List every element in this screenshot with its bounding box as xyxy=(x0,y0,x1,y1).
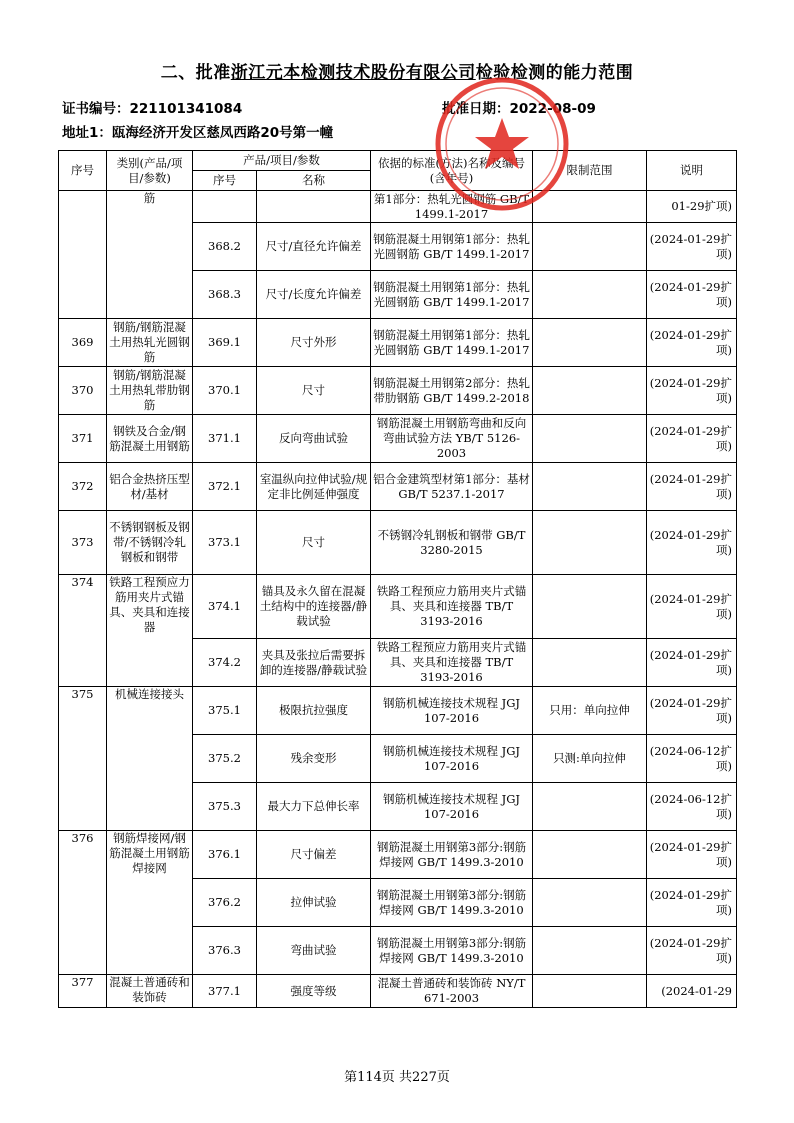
table-row xyxy=(59,463,737,511)
note-cell: (2024-01-29扩项) xyxy=(647,927,737,975)
note-cell: (2024-01-29扩项) xyxy=(647,367,737,415)
table-row xyxy=(59,191,737,223)
item-name-cell: 反向弯曲试验 xyxy=(257,415,371,463)
standard-cell: 钢筋混凝土用钢第1部分：热轧光圆钢筋 GB/T 1499.1-2017 xyxy=(371,271,533,319)
approval-date: 批准日期：2022-08-09 xyxy=(442,101,596,117)
standard-cell: 钢筋混凝土用钢第2部分：热轧带肋钢筋 GB/T 1499.2-2018 xyxy=(371,367,533,415)
note-cell: (2024-01-29扩项) xyxy=(647,639,737,687)
no-cell: 371 xyxy=(59,415,107,463)
header-category: 类别(产品/项目/参数) xyxy=(107,151,193,191)
limit-cell xyxy=(533,415,647,463)
standard-cell: 钢筋混凝土用钢第3部分:钢筋焊接网 GB/T 1499.3-2010 xyxy=(371,831,533,879)
no-cell: 369 xyxy=(59,319,107,367)
item-name-cell: 残余变形 xyxy=(257,735,371,783)
standard-cell: 铁路工程预应力筋用夹片式锚具、夹具和连接器 TB/T 3193-2016 xyxy=(371,639,533,687)
item-name-cell: 尺寸 xyxy=(257,511,371,575)
table-row xyxy=(59,367,737,415)
item-name-cell: 尺寸/长度允许偏差 xyxy=(257,271,371,319)
capability-table xyxy=(58,150,737,1008)
limit-cell xyxy=(533,575,647,639)
limit-cell xyxy=(533,879,647,927)
standard-cell: 钢筋混凝土用钢第1部分：热轧光圆钢筋 GB/T 1499.1-2017 xyxy=(371,223,533,271)
limit-cell xyxy=(533,639,647,687)
sub-no-cell: 374.1 xyxy=(193,575,257,639)
item-name-cell: 极限抗拉强度 xyxy=(257,687,371,735)
category-cell: 铁路工程预应力筋用夹片式锚具、夹具和连接器 xyxy=(107,575,193,687)
header-sub-no: 序号 xyxy=(193,171,257,191)
sub-no-cell: 373.1 xyxy=(193,511,257,575)
page-title: 二、批准浙江元本检测技术股份有限公司检验检测的能力范围 xyxy=(160,63,634,83)
seal-star xyxy=(475,118,529,169)
item-name-cell: 拉伸试验 xyxy=(257,879,371,927)
note-cell: (2024-01-29扩项) xyxy=(647,271,737,319)
header-standard: 依据的标准(方法)名称及编号(含年号) xyxy=(371,151,533,191)
limit-cell xyxy=(533,927,647,975)
item-name-cell xyxy=(257,191,371,223)
no-cell xyxy=(59,191,107,319)
note-cell: (2024-01-29扩项) xyxy=(647,463,737,511)
limit-cell: 只测:单向拉伸 xyxy=(533,735,647,783)
category-cell: 机械连接接头 xyxy=(107,687,193,831)
header-limit: 限制范围 xyxy=(533,151,647,191)
item-name-cell: 弯曲试验 xyxy=(257,927,371,975)
item-name-cell: 夹具及张拉后需要拆卸的连接器/静载试验 xyxy=(257,639,371,687)
sub-no-cell: 374.2 xyxy=(193,639,257,687)
item-name-cell: 锚具及永久留在混凝土结构中的连接器/静载试验 xyxy=(257,575,371,639)
sub-no-cell: 372.1 xyxy=(193,463,257,511)
no-cell: 370 xyxy=(59,367,107,415)
standard-cell: 钢筋机械连接技术规程 JGJ 107-2016 xyxy=(371,687,533,735)
sub-no-cell: 375.1 xyxy=(193,687,257,735)
item-name-cell: 室温纵向拉伸试验/规定非比例延伸强度 xyxy=(257,463,371,511)
category-cell: 铝合金热挤压型材/基材 xyxy=(107,463,193,511)
note-cell: (2024-01-29扩项) xyxy=(647,511,737,575)
table-row xyxy=(59,831,737,879)
no-cell: 375 xyxy=(59,687,107,831)
sub-no-cell: 375.3 xyxy=(193,783,257,831)
item-name-cell: 尺寸偏差 xyxy=(257,831,371,879)
item-name-cell: 强度等级 xyxy=(257,975,371,1008)
header-no: 序号 xyxy=(59,151,107,191)
page-footer: 第114页 共227页 xyxy=(344,1070,450,1085)
note-cell: (2024-01-29扩项) xyxy=(647,831,737,879)
note-cell: (2024-01-29扩项) xyxy=(647,687,737,735)
sub-no-cell: 368.2 xyxy=(193,223,257,271)
standard-cell: 钢筋混凝土用钢第3部分:钢筋焊接网 GB/T 1499.3-2010 xyxy=(371,927,533,975)
limit-cell xyxy=(533,463,647,511)
header-item-group: 产品/项目/参数 xyxy=(193,151,371,171)
standard-cell: 钢筋机械连接技术规程 JGJ 107-2016 xyxy=(371,735,533,783)
no-cell: 374 xyxy=(59,575,107,687)
table-row xyxy=(59,511,737,575)
limit-cell xyxy=(533,367,647,415)
limit-cell xyxy=(533,783,647,831)
sub-no-cell: 376.2 xyxy=(193,879,257,927)
no-cell: 376 xyxy=(59,831,107,975)
table-row xyxy=(59,319,737,367)
item-name-cell: 最大力下总伸长率 xyxy=(257,783,371,831)
sub-no-cell xyxy=(193,191,257,223)
note-cell: (2024-01-29扩项) xyxy=(647,223,737,271)
table-row xyxy=(59,687,737,735)
sub-no-cell: 369.1 xyxy=(193,319,257,367)
note-cell: (2024-06-12扩项) xyxy=(647,783,737,831)
note-cell: (2024-01-29扩项) xyxy=(647,879,737,927)
note-cell: 01-29扩项) xyxy=(647,191,737,223)
standard-cell: 铁路工程预应力筋用夹片式锚具、夹具和连接器 TB/T 3193-2016 xyxy=(371,575,533,639)
sub-no-cell: 368.3 xyxy=(193,271,257,319)
item-name-cell: 尺寸/直径允许偏差 xyxy=(257,223,371,271)
category-cell: 混凝土普通砖和装饰砖 xyxy=(107,975,193,1008)
standard-cell: 钢筋机械连接技术规程 JGJ 107-2016 xyxy=(371,783,533,831)
sub-no-cell: 376.3 xyxy=(193,927,257,975)
category-cell: 钢筋焊接网/钢筋混凝土用钢筋焊接网 xyxy=(107,831,193,975)
no-cell: 377 xyxy=(59,975,107,1008)
certificate-number: 证书编号：221101341084 xyxy=(62,101,243,117)
table-row xyxy=(59,415,737,463)
limit-cell xyxy=(533,975,647,1008)
note-cell: (2024-01-29 xyxy=(647,975,737,1008)
table-row xyxy=(59,975,737,1008)
official-seal xyxy=(432,74,572,214)
limit-cell xyxy=(533,511,647,575)
limit-cell xyxy=(533,223,647,271)
limit-cell: 只用：单向拉伸 xyxy=(533,687,647,735)
limit-cell xyxy=(533,271,647,319)
note-cell: (2024-01-29扩项) xyxy=(647,575,737,639)
sub-no-cell: 370.1 xyxy=(193,367,257,415)
item-name-cell: 尺寸外形 xyxy=(257,319,371,367)
sub-no-cell: 376.1 xyxy=(193,831,257,879)
standard-cell: 第1部分：热轧光圆钢筋 GB/T 1499.1-2017 xyxy=(371,191,533,223)
category-cell: 不锈钢钢板及钢带/不锈钢冷轧钢板和钢带 xyxy=(107,511,193,575)
limit-cell xyxy=(533,831,647,879)
org-name: 浙江元本检测技术股份有限公司 xyxy=(230,63,476,83)
address: 地址1：瓯海经济开发区慈凤西路20号第一幢 xyxy=(62,125,334,141)
limit-cell xyxy=(533,319,647,367)
standard-cell: 钢筋混凝土用钢第1部分：热轧光圆钢筋 GB/T 1499.1-2017 xyxy=(371,319,533,367)
table-row xyxy=(59,575,737,639)
standard-cell: 钢筋混凝土用钢第3部分:钢筋焊接网 GB/T 1499.3-2010 xyxy=(371,879,533,927)
category-cell: 钢筋/钢筋混凝土用热轧光圆钢筋 xyxy=(107,319,193,367)
header-note: 说明 xyxy=(647,151,737,191)
standard-cell: 混凝土普通砖和装饰砖 NY/T 671-2003 xyxy=(371,975,533,1008)
item-name-cell: 尺寸 xyxy=(257,367,371,415)
category-cell: 钢筋/钢筋混凝土用热轧带肋钢筋 xyxy=(107,367,193,415)
note-cell: (2024-01-29扩项) xyxy=(647,415,737,463)
no-cell: 373 xyxy=(59,511,107,575)
sub-no-cell: 371.1 xyxy=(193,415,257,463)
category-cell: 筋 xyxy=(107,191,193,319)
standard-cell: 不锈钢冷轧钢板和钢带 GB/T 3280-2015 xyxy=(371,511,533,575)
sub-no-cell: 377.1 xyxy=(193,975,257,1008)
note-cell: (2024-01-29扩项) xyxy=(647,319,737,367)
standard-cell: 钢筋混凝土用钢筋弯曲和反向弯曲试验方法 YB/T 5126-2003 xyxy=(371,415,533,463)
note-cell: (2024-06-12扩项) xyxy=(647,735,737,783)
category-cell: 钢铁及合金/钢筋混凝土用钢筋 xyxy=(107,415,193,463)
standard-cell: 铝合金建筑型材第1部分：基材 GB/T 5237.1-2017 xyxy=(371,463,533,511)
sub-no-cell: 375.2 xyxy=(193,735,257,783)
header-name: 名称 xyxy=(257,171,371,191)
no-cell: 372 xyxy=(59,463,107,511)
